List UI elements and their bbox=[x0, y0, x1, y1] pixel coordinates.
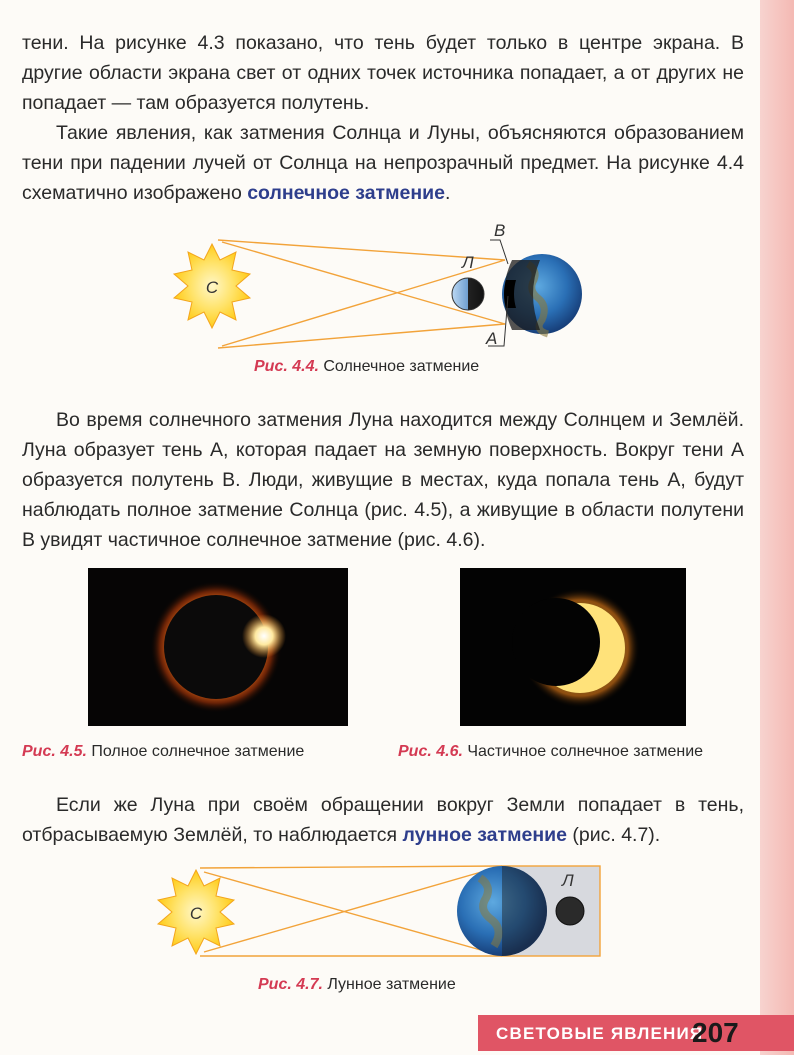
paragraph-2-text: Такие явления, как затмения Солнца и Луны, объясняются образованием тени при падении лучей от Солнца на непрозрачный предмет. На рисунке 4.4 схематично изображено bbox=[22, 122, 744, 204]
page-number: 207 bbox=[692, 1017, 739, 1048]
figure-4-7-number: Рис. 4.7. bbox=[258, 976, 323, 993]
term-lunar-eclipse: лунное затмение bbox=[402, 824, 567, 846]
partial-eclipse-image bbox=[460, 568, 686, 726]
figure-4-7-diagram bbox=[150, 858, 610, 966]
umbra-label: А bbox=[486, 329, 498, 348]
figure-4-5-photo bbox=[88, 568, 348, 726]
paragraph-1: тени. На рисунке 4.3 показано, что тень будет только в центре экрана. В другие области экрана свет от одних точек источника попадает, а от других не попадает — там образуется полутень. bbox=[22, 32, 744, 114]
figure-4-4-caption bbox=[254, 357, 479, 377]
paragraph-2-end: . bbox=[444, 182, 451, 204]
sun-icon bbox=[174, 244, 250, 328]
figure-4-5-title: Полное солнечное затмение bbox=[86, 743, 305, 760]
figure-4-4-number: Рис. 4.4. bbox=[254, 358, 319, 375]
figure-4-5-number: Рис. 4.5. bbox=[22, 743, 87, 760]
total-eclipse-image bbox=[88, 568, 348, 726]
sun-label: С bbox=[205, 278, 219, 297]
figure-4-6-photo bbox=[460, 568, 686, 726]
figure-4-6-title: Частичное солнечное затмение bbox=[462, 743, 704, 760]
figure-4-6-number: Рис. 4.6. bbox=[398, 743, 463, 760]
paragraph-4-end: (рис. 4.7). bbox=[566, 824, 661, 846]
moon-icon bbox=[452, 253, 484, 310]
paragraph-4 bbox=[22, 790, 744, 850]
figure-4-5-caption bbox=[22, 742, 304, 762]
page-edge-strip bbox=[760, 0, 794, 1055]
paragraph-3: Во время солнечного затмения Луна находится между Солнцем и Землёй. Луна образует тень А, которая падает на земную поверхность. Вокруг тени А образуется полутень В. Люди, живущие в местах, куда попала тень А, будут наблюдать полное затмение Солнца (рис. 4.5), а живущие в области полутени В увидят частичное солнечное затмение (рис. 4.6). bbox=[22, 409, 744, 551]
figure-4-7-caption bbox=[258, 975, 456, 995]
light-rays bbox=[200, 866, 502, 956]
figure-4-7-title: Лунное затмение bbox=[322, 976, 456, 993]
penumbra-label: В bbox=[494, 221, 506, 240]
figure-4-4-diagram bbox=[160, 216, 620, 356]
sun-label: С bbox=[189, 904, 203, 923]
figure-4-6-caption bbox=[398, 742, 703, 762]
earth-icon bbox=[457, 866, 547, 956]
moon-label: Л bbox=[462, 253, 474, 272]
footer-bar bbox=[478, 1015, 794, 1051]
term-solar-eclipse: солнечное затмение bbox=[247, 182, 445, 204]
paragraph-4-text: Если же Луна при своём обращении вокруг Земли попадает в тень, отбрасываемую Землёй, то наблюдается bbox=[22, 794, 744, 846]
paragraph-2 bbox=[22, 118, 744, 208]
sun-icon bbox=[158, 870, 234, 954]
earth-icon bbox=[502, 254, 582, 334]
figure-4-4-title: Солнечное затмение bbox=[318, 358, 480, 375]
moon-label: Л bbox=[562, 871, 574, 890]
footer-section-title: СВЕТОВЫЕ ЯВЛЕНИЯ bbox=[496, 1024, 704, 1043]
